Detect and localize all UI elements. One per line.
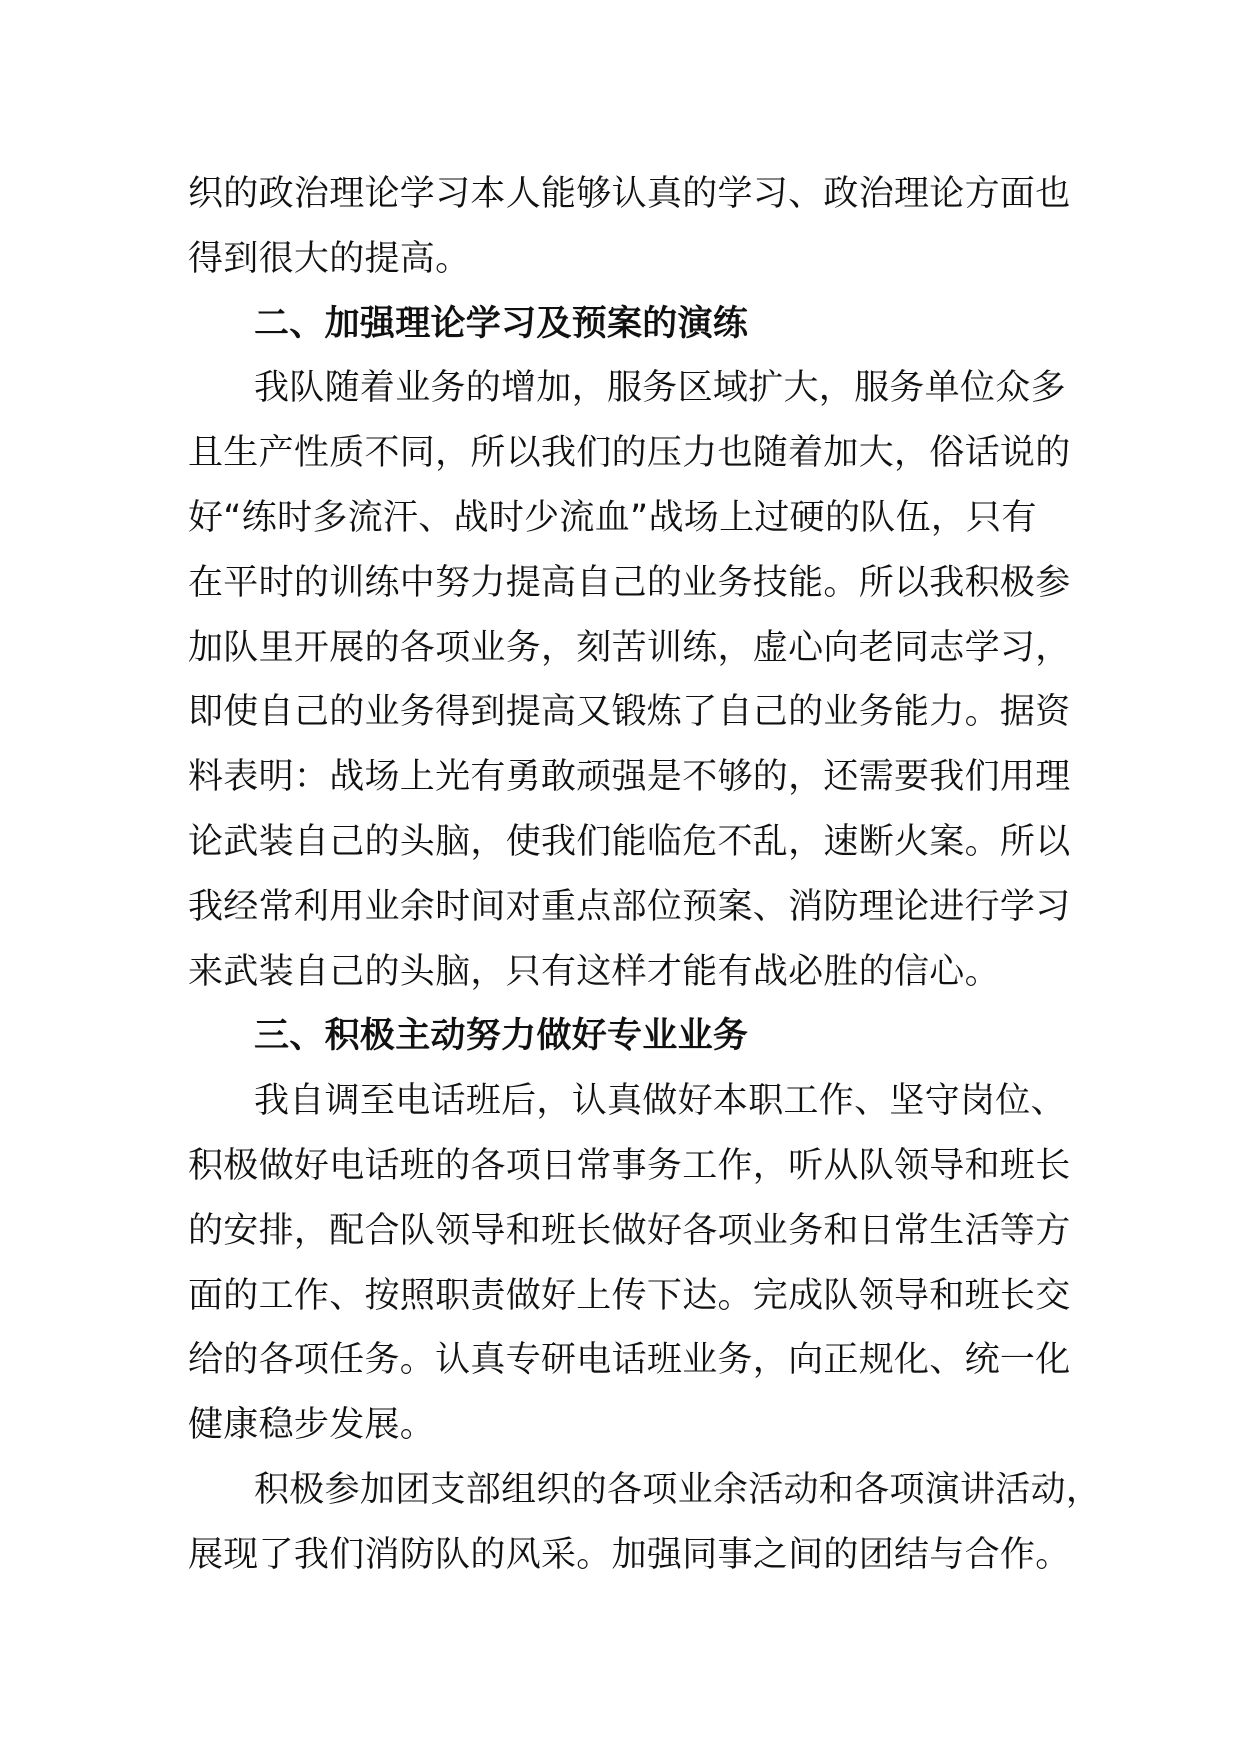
- document-body: [188, 162, 1102, 1588]
- body-line: 的安排，配合队领导和班长做好各项业务和日常生活等方: [188, 1210, 1071, 1251]
- body-line: 展现了我们消防队的风采。加强同事之间的团结与合作。: [188, 1534, 1071, 1575]
- body-line: 且生产性质不同，所以我们的压力也随着加大，俗话说的: [188, 433, 1071, 474]
- body-line: 我队随着业务的增加，服务区域扩大，服务单位众多: [254, 368, 1066, 409]
- body-line: 加队里开展的各项业务，刻苦训练，虚心向老同志学习，: [188, 627, 1071, 668]
- body-line: 在平时的训练中努力提高自己的业务技能。所以我积极参: [188, 562, 1071, 603]
- body-line: 即使自己的业务得到提高又锻炼了自己的业务能力。据资: [188, 692, 1071, 733]
- body-line: 来武装自己的头脑，只有这样才能有战必胜的信心。: [188, 951, 1000, 992]
- body-line: 我经常利用业余时间对重点部位预案、消防理论进行学习: [188, 886, 1071, 927]
- section-heading-2: 二、加强理论学习及预案的演练: [254, 303, 749, 344]
- body-line: 健康稳步发展。: [188, 1405, 436, 1446]
- body-line: 料表明：战场上光有勇敢顽强是不够的，还需要我们用理: [188, 757, 1071, 798]
- body-line: 我自调至电话班后，认真做好本职工作、坚守岗位、: [254, 1081, 1066, 1122]
- section-heading-3: 三、积极主动努力做好专业业务: [254, 1016, 749, 1057]
- body-line: 积极参加团支部组织的各项业余活动和各项演讲活动，: [254, 1469, 1102, 1510]
- body-line: 积极做好电话班的各项日常事务工作，听从队领导和班长: [188, 1145, 1071, 1186]
- body-line: 织的政治理论学习本人能够认真的学习、政治理论方面也: [188, 174, 1071, 214]
- body-line: 面的工作、按照职责做好上传下达。完成队领导和班长交: [188, 1275, 1071, 1316]
- body-line: 论武装自己的头脑，使我们能临危不乱，速断火案。所以: [188, 821, 1071, 862]
- body-line: 给的各项任务。认真专研电话班业务，向正规化、统一化: [188, 1340, 1071, 1381]
- body-line: 好“练时多流汗、战时少流血”战场上过硬的队伍，只有: [188, 497, 1037, 538]
- body-line: 得到很大的提高。: [188, 238, 471, 279]
